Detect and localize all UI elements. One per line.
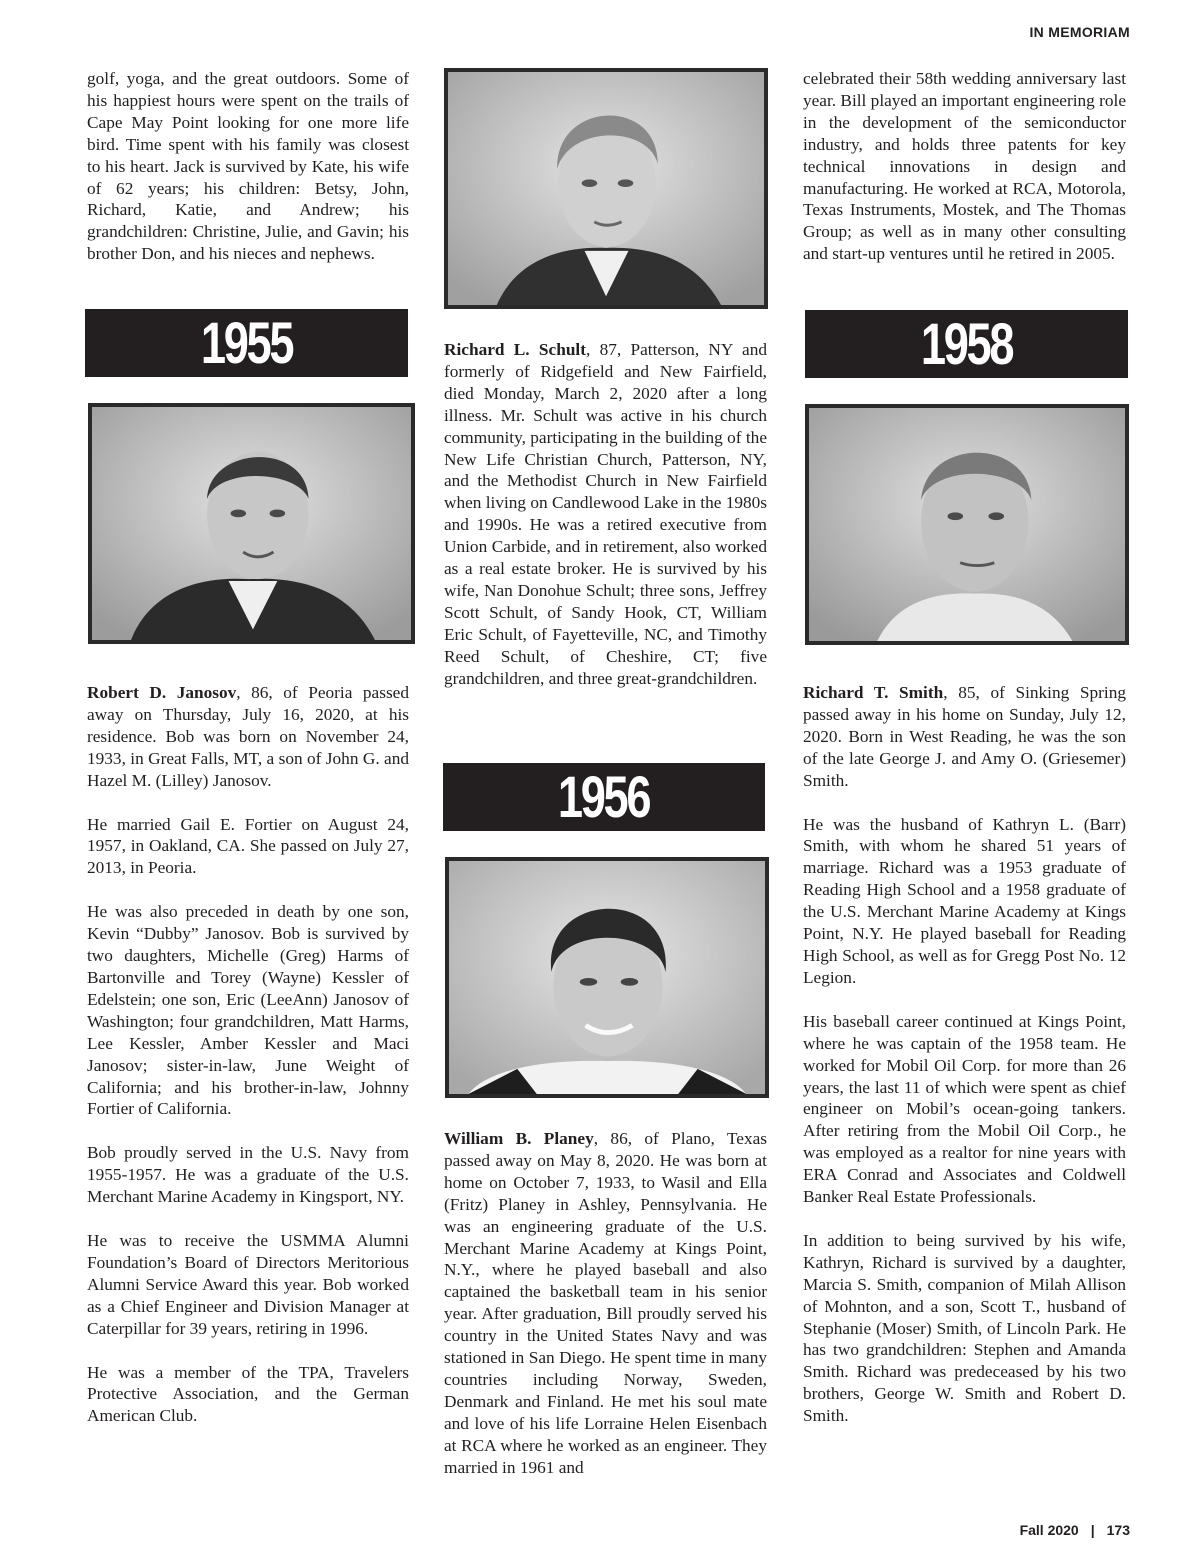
year-label: 1958 <box>920 311 1013 377</box>
obituary-schult <box>444 339 767 690</box>
column-1-continuation <box>87 68 409 265</box>
year-banner-1958 <box>805 310 1128 378</box>
issue-label: Fall 2020 <box>1019 1522 1079 1538</box>
obituary-paragraph: He married Gail E. Fortier on August 24, 1957, in Oakland, CA. She passed on July 27, 2013, in Peoria. <box>87 814 409 878</box>
portrait-image <box>449 861 765 1094</box>
paragraph-text: , 87, Patterson, NY and formerly of Ridgefield and New Fairfield, died Monday, March 2, 2020 after a long illness. Mr. Schult was active in his church community, participating in the building of the New Life Christian Church, Patterson, NY, and the Methodist Church in New Fairfield when living on Candlewood Lake in the 1980s and 1990s. He was a retired executive from Union Carbide, and in retirement, also worked as a real estate broker. He is survived by his wife, Nan Donohue Schult; three sons, Jeffrey Scott Schult, of Sandy Hook, CT, William Eric Schult, of Fayetteville, NC, and Timothy Reed Schult, of Cheshire, CT; five grandchildren, and three great-grandchildren. <box>444 340 768 688</box>
paragraph-text: , 86, of Plano, Texas passed away on May 8, 2020. He was born at home on October 7, 1933, to Wasil and Ella (Fritz) Planey in Ashley, Pennsylvania. He was an engineering graduate of the U.S. Merchant Marine Academy at Kings Point, N.Y., where he played baseball and also captained the basketball team in his senior year. After graduation, Bill proudly served his country in the United States Navy and was stationed in San Diego. He spent time in many countries including Norway, Sweden, Denmark and Finland. He met his soul mate and love of his life Lorraine Helen Eisenbach at RCA where he worked as an engineer. They married in 1961 and <box>444 1129 767 1477</box>
footer-separator: | <box>1090 1522 1095 1538</box>
deceased-name: Richard T. Smith <box>803 683 944 702</box>
portrait-photo-janosov <box>88 403 415 644</box>
obituary-paragraph <box>87 682 409 792</box>
page-footer <box>1020 1522 1130 1538</box>
obituary-smith <box>803 682 1126 1427</box>
section-label: IN MEMORIAM <box>1029 24 1130 40</box>
obituary-planey-continuation <box>803 68 1126 265</box>
obituary-paragraph: He was also preceded in death by one son, Kevin “Dubby” Janosov. Bob is survived by two daughters, Michelle (Greg) Harms of Bartonville and Torey (Wayne) Kessler of Edelstein; one son, Eric (LeeAnn) Janosov of Washington; four grandchildren, Matt Harms, Lee Kessler, Amber Kessler and Maci Janosov; sister-in-law, June Weight of California; and his brother-in-law, Johnny Fortier of California. <box>87 902 409 1119</box>
year-label: 1956 <box>558 764 650 830</box>
obituary-paragraph: He was to receive the USMMA Alumni Foundation’s Board of Directors Meritorious Alumni Service Award this year. Bob worked as a Chief Engineer and Division Manager at Caterpillar for 39 years, retiring in 1996. <box>87 1231 409 1338</box>
obituary-paragraph: He was the husband of Kathryn L. (Barr) Smith, with whom he shared 51 years of marriage. Richard was a 1953 graduate of Reading High School and a 1958 graduate of the U.S. Merchant Marine Academy at Kings Point, N.Y. He played baseball for Reading High School, as well as for Gregg Post No. 12 Legion. <box>803 814 1126 987</box>
obituary-paragraph <box>444 1128 767 1479</box>
portrait-photo-smith <box>805 404 1129 645</box>
obituary-paragraph: celebrated their 58th wedding anniversary last year. Bill played an important engineering role in the development of the semiconductor industry, and holds three patents for key technical innovations in design and manufacturing. He worked at RCA, Motorola, Texas Instruments, Mostek, and The Thomas Group; as well as in many other consulting and start-up ventures until he retired in 2005. <box>803 69 1126 264</box>
paragraph-text: , 86, of Peoria passed away on Thursday, July 16, 2020, at his residence. Bob was born on November 24, 1933, in Great Falls, MT, a son of John G. and Hazel M. (Lilley) Janosov. <box>87 683 409 790</box>
obituary-paragraph <box>803 682 1126 792</box>
year-banner-1956 <box>443 763 765 831</box>
obituary-paragraph: He was a member of the TPA, Travelers Protective Association, and the German American Club. <box>87 1362 409 1426</box>
obituary-paragraph: In addition to being survived by his wife, Kathryn, Richard is survived by a daughter, Marcia S. Smith, companion of Milah Allison of Mohnton, and a son, Scott T., husband of Stephanie (Moser) Smith, of Lincoln Park. He has two grandchildren: Stephen and Amanda Smith. Richard was predeceased by his two brothers, George W. Smith and Robert D. Smith. <box>803 1230 1126 1426</box>
deceased-name: William B. Planey <box>444 1129 594 1148</box>
deceased-name: Richard L. Schult <box>444 340 586 359</box>
obituary-janosov <box>87 682 409 1427</box>
year-label: 1955 <box>200 310 293 376</box>
obituary-paragraph <box>444 339 767 690</box>
deceased-name: Robert D. Janosov <box>87 683 237 702</box>
portrait-photo-schult <box>444 68 768 309</box>
portrait-image <box>448 72 764 305</box>
year-banner-1955 <box>85 309 408 377</box>
portrait-image <box>92 407 411 640</box>
obituary-paragraph: Bob proudly served in the U.S. Navy from 1955-1957. He was a graduate of the U.S. Merchant Marine Academy in Kingsport, NY. <box>87 1143 409 1207</box>
obituary-paragraph: His baseball career continued at Kings Point, where he was captain of the 1958 team. He worked for Mobil Oil Corp. for more than 26 years, the last 11 of which were spent as chief engineer on Mobil’s ocean-going tankers. After retiring from the Mobil Oil Corp., he was employed as a realtor for nine years with ERA Conrad and Associates and Coldwell Banker Real Estate Professionals. <box>803 1011 1126 1207</box>
portrait-photo-planey <box>445 857 769 1098</box>
page-number: 173 <box>1106 1522 1130 1538</box>
obituary-continuation-text: golf, yoga, and the great outdoors. Some of his happiest hours were spent on the trails of Cape May Point looking for one more life bird. Time spent with his family was closest to his heart. Jack is survived by Kate, his wife of 62 years; his children: Betsy, John, Richard, Katie, and Andrew; his grandchildren: Christine, Julie, and Gavin; his brother Don, and his nieces and nephews. <box>87 69 409 264</box>
portrait-image <box>809 408 1125 641</box>
paragraph-text: , 85, of Sinking Spring passed away in his home on Sunday, July 12, 2020. Born in West Reading, he was the son of the late George J. and Amy O. (Griesemer) Smith. <box>803 683 1126 790</box>
obituary-planey <box>444 1128 767 1479</box>
